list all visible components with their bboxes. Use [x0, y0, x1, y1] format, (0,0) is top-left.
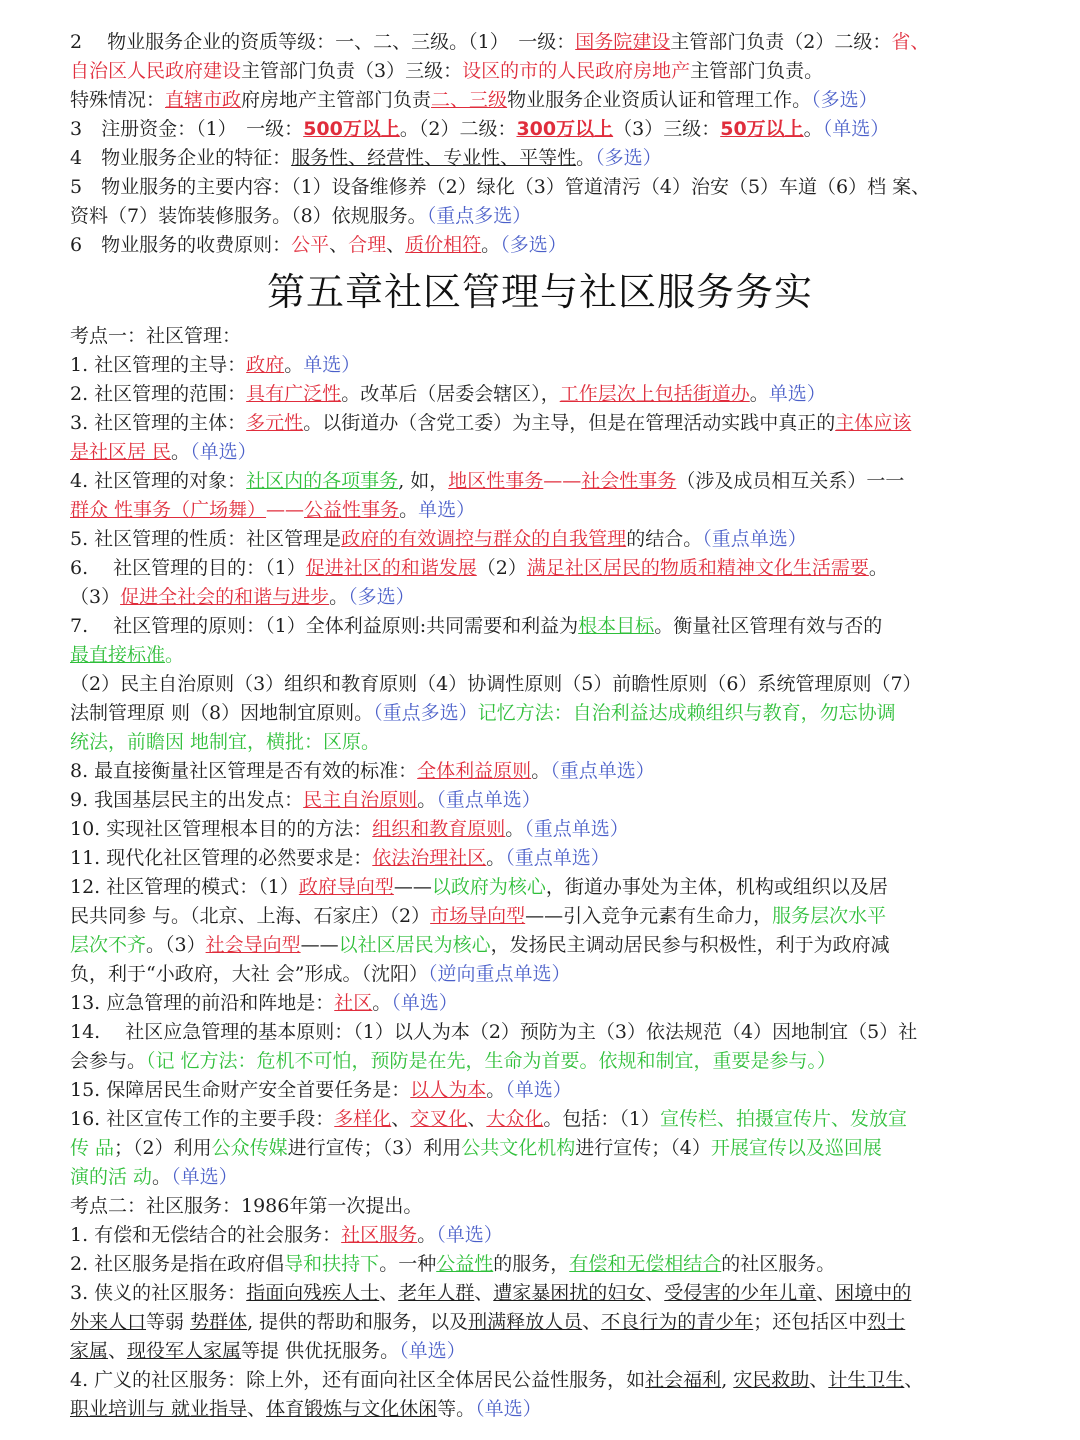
text-segment: 统法，前瞻因 地制宜，横批：区原。 [70, 731, 381, 753]
text-segment: 服务性、经营性、专业性、平等性 [291, 147, 577, 169]
text-segment: 。 [417, 1224, 437, 1246]
text-line [70, 989, 1010, 1018]
text-segment: 。衡量社区管理有效与否的 [654, 615, 883, 637]
text-segment: 6. 社区管理的目的：（1） [70, 557, 306, 579]
text-segment: 3. 社区管理的主体： [70, 412, 247, 434]
text-segment: 。 [868, 557, 888, 579]
text-segment: ；（2）利用 [114, 1137, 212, 1159]
text-line [70, 583, 1010, 612]
text-segment: 1. 社区管理的主导： [70, 354, 247, 376]
text-segment: （多选） [811, 89, 878, 111]
text-segment: 3 注册资金：（1） 一级： [70, 118, 304, 140]
text-segment: 最直接标准 [70, 644, 166, 666]
text-segment: （单选） [475, 1398, 542, 1420]
text-segment: 。 [486, 847, 506, 869]
text-segment: 2. 社区管理的范围： [70, 383, 247, 405]
text-segment: 。 [481, 234, 501, 256]
text-segment: 5. 社区管理的性质：社区管理是 [70, 528, 342, 550]
text-segment: （单选） [171, 1166, 238, 1188]
text-segment: 。 [399, 499, 419, 521]
text-line [70, 844, 1010, 873]
text-segment: 体育锻炼与文化休闲 [266, 1398, 438, 1420]
text-line [70, 1308, 1010, 1337]
text-line [70, 1163, 1010, 1192]
text-segment: （单选） [190, 441, 257, 463]
text-line [70, 380, 1010, 409]
text-segment: （涉及成员相互关系）一一 [676, 470, 905, 492]
text-segment: 等提 供优抚服务。 [241, 1340, 400, 1362]
text-line [70, 57, 1010, 86]
text-segment: （重点多选） [426, 205, 532, 227]
text-segment: 1. 有偿和无偿结合的社会服务： [70, 1224, 342, 1246]
text-segment: 的结合。 [626, 528, 703, 550]
text-segment: 主体应该 [835, 412, 912, 434]
text-segment: （重点单选） [436, 789, 541, 811]
text-segment: 300万以上 [516, 118, 614, 140]
text-segment: 法制管理原 则（8）因地制宜原则。 [70, 702, 374, 724]
text-segment: 具有广泛性 [246, 383, 342, 405]
text-segment: （重点单选） [702, 528, 807, 550]
text-segment: 质价相符 [405, 234, 482, 256]
text-segment: 政府 [246, 354, 285, 376]
text-segment: , 如， [398, 470, 449, 492]
text-segment: 主管部门负责（3）三级： [241, 60, 463, 82]
text-segment: 服务层次水平 [772, 905, 887, 927]
text-line [70, 202, 1010, 231]
text-segment: 群众 性事务（广场舞） [70, 499, 267, 521]
text-segment: 。 [372, 992, 392, 1014]
text-segment: （单选） [822, 118, 890, 140]
text-line [70, 1279, 1010, 1308]
text-segment: 市场导向型 [430, 905, 526, 927]
text-segment: （多选） [500, 234, 567, 256]
text-segment: 14. 社区应急管理的基本原则：（1）以人为本（2）预防为主（3）依法规范（4）因地制宜（5）社 [70, 1021, 918, 1043]
text-line [70, 931, 1010, 960]
text-segment: 促进全社会的和谐与进步 [120, 586, 330, 608]
text-segment: 等弱 [146, 1311, 191, 1333]
text-segment: 。（2）二级： [399, 118, 517, 140]
text-segment: 、 [816, 1282, 836, 1304]
text-segment: ，发扬民主调动居民参与积极性，利于为政府减 [490, 934, 890, 956]
text-segment: 根本目标 [578, 615, 655, 637]
text-segment: 政府导向型 [298, 876, 394, 898]
text-segment: 2 物业服务企业的资质等级：一、二、三级。（1） 一级： [70, 31, 576, 53]
text-line [70, 728, 1010, 757]
text-segment: 社区内的各项事务 [246, 470, 399, 492]
text-line [70, 351, 1010, 380]
text-segment: 。 [576, 147, 596, 169]
text-segment: 全体利益原则 [417, 760, 532, 782]
text-segment: 4. 社区管理的对象： [70, 470, 247, 492]
text-segment: （多选） [348, 586, 415, 608]
text-line [70, 902, 1010, 931]
text-segment: 演的活 动 [70, 1166, 153, 1188]
text-line [70, 1018, 1010, 1047]
text-line [70, 815, 1010, 844]
text-segment: 16. 社区宣传工作的主要手段： [70, 1108, 335, 1130]
text-line [70, 1395, 1010, 1424]
text-segment: 500万以上 [303, 118, 400, 140]
text-segment: ，街道办事处为主体，机构或组织以及居 [545, 876, 888, 898]
text-segment: , [721, 1369, 734, 1391]
text-segment: —— [266, 499, 305, 521]
text-segment: 。 [171, 441, 191, 463]
text-segment: （单选） [391, 992, 458, 1014]
text-segment: 进行宣传；（4） [575, 1137, 711, 1159]
text-segment: 。 [165, 644, 185, 666]
text-segment: 。 [505, 818, 525, 840]
text-segment: 、 [247, 1398, 267, 1420]
text-segment: 、 [904, 1369, 924, 1391]
text-segment: 。 [486, 1079, 506, 1101]
text-line [70, 173, 1010, 202]
text-segment: 职业培训与 就业指导 [70, 1398, 248, 1420]
text-segment: 、 [809, 1369, 829, 1391]
text-segment: 多样化 [334, 1108, 392, 1130]
text-segment: 困境中的 [835, 1282, 912, 1304]
text-segment: 的服务， [493, 1253, 570, 1275]
text-segment: 家属 [70, 1340, 109, 1362]
text-segment: 12. 社区管理的模式：（1） [70, 876, 299, 898]
text-line [70, 670, 1010, 699]
text-segment: 国务院建设 [575, 31, 671, 53]
text-segment: 交叉化 [410, 1108, 468, 1130]
text-segment: 、 [391, 1108, 411, 1130]
text-segment: 。 [749, 383, 769, 405]
text-line [70, 322, 1010, 351]
text-segment: 3. 侠义的社区服务： [70, 1282, 247, 1304]
text-segment: 公共文化机构 [461, 1137, 576, 1159]
text-segment: 计生卫生 [828, 1369, 905, 1391]
text-segment: 合理 [348, 234, 387, 256]
text-line [70, 960, 1010, 989]
text-segment: 老年人群 [398, 1282, 475, 1304]
text-segment: 、 [582, 1311, 602, 1333]
text-segment: （3） [70, 586, 121, 608]
text-segment: 、 [108, 1340, 128, 1362]
text-segment: 。 [531, 760, 551, 782]
text-segment: 省、 [891, 31, 930, 53]
text-segment: （单选） [399, 1340, 466, 1362]
text-segment: 遭家暴困扰的妇女 [493, 1282, 646, 1304]
text-segment: （多选） [595, 147, 662, 169]
text-segment: 特殊情况： [70, 89, 166, 111]
text-segment: 50万以上 [720, 118, 804, 140]
text-line [70, 496, 1010, 525]
text-segment: ；还包括区中 [753, 1311, 868, 1333]
text-segment: 6 物业服务的收费原则： [70, 234, 292, 256]
text-line [70, 786, 1010, 815]
text-line [70, 612, 1010, 641]
text-segment: 、 [379, 1282, 399, 1304]
chapter-title: 第五章社区管理与社区服务务实 [266, 270, 813, 314]
text-segment: 现役军人家属 [127, 1340, 242, 1362]
text-segment: 2. 社区服务是指在政府倡 [70, 1253, 285, 1275]
text-segment: 宣传栏、拍摄宣传片、发放宣 [659, 1108, 907, 1130]
text-segment: 社区 [334, 992, 373, 1014]
text-segment: 政府的有效调控与群众的自我管理 [341, 528, 627, 550]
text-segment: 。一种 [379, 1253, 437, 1275]
text-segment: 15. 保障居民生命财产安全首要任务是： [70, 1079, 411, 1101]
text-segment: 7. 社区管理的原则：（1）全体利益原则:共同需要和利益为 [70, 615, 579, 637]
text-segment: 外来人口 [70, 1311, 147, 1333]
text-segment: 自治区人民政府建设 [70, 60, 242, 82]
text-segment: 直辖市政 [165, 89, 242, 111]
text-segment: 公平 [291, 234, 330, 256]
text-segment: 等。 [437, 1398, 476, 1420]
text-segment: 、 [386, 234, 406, 256]
text-line [70, 1047, 1010, 1076]
text-segment: 9. 我国基层民主的出发点： [70, 789, 304, 811]
text-segment: 不良行为的青少年 [601, 1311, 754, 1333]
text-segment: 11. 现代化社区管理的必然要求是： [70, 847, 373, 869]
text-segment: 多元性 [246, 412, 304, 434]
text-segment: 4. 广义的社区服务：除上外，还有面向社区全体居民公益性服务，如 [70, 1369, 646, 1391]
text-segment: （2） [476, 557, 527, 579]
text-line [70, 1134, 1010, 1163]
text-line [70, 1105, 1010, 1134]
text-segment: 刑满释放人员 [468, 1311, 583, 1333]
text-segment: 社会福利 [645, 1369, 722, 1391]
text-line [70, 699, 1010, 728]
text-segment: 进行宣传；（3）利用 [287, 1137, 462, 1159]
text-segment: 依法治理社区 [372, 847, 487, 869]
text-segment: （3）三级： [613, 118, 721, 140]
text-segment: 社会导向型 [205, 934, 301, 956]
text-line [70, 231, 1010, 260]
text-segment: 公益性事务 [304, 499, 400, 521]
text-segment: 以社区居民为核心 [338, 934, 491, 956]
text-segment: 。包括：（1） [543, 1108, 660, 1130]
text-segment: 考点一：社区管理： [70, 325, 242, 347]
text-segment: 。（3） [146, 934, 206, 956]
text-segment: 8. 最直接衡量社区管理是否有效的标准： [70, 760, 418, 782]
text-segment: 民主自治原则 [303, 789, 418, 811]
text-segment: 民共同参 与。（北京、上海、石家庄）（2） [70, 905, 431, 927]
text-segment: 单选） [303, 354, 361, 376]
text-segment: 10. 实现社区管理根本目的的方法： [70, 818, 373, 840]
text-segment: 有偿和无偿相结合 [569, 1253, 722, 1275]
text-segment: （重点单选） [505, 847, 610, 869]
text-line [70, 1366, 1010, 1395]
text-line [70, 525, 1010, 554]
text-segment: —— [543, 470, 582, 492]
text-segment: 5 物业服务的主要内容：（1）设备维修养（2）绿化（3）管道清污（4）治安（5）车道（6）档 案、 [70, 176, 931, 198]
text-line [70, 1337, 1010, 1366]
text-segment: 府房地产主管部门负责 [241, 89, 432, 111]
text-segment: 势群体 [190, 1311, 248, 1333]
text-segment: 工作层次上包括街道办 [559, 383, 750, 405]
text-segment: 社区服务 [341, 1224, 418, 1246]
text-segment: 、 [474, 1282, 494, 1304]
text-segment: 记忆方法：自治利益达成赖组织与教育，勿忘协调 [477, 702, 896, 724]
text-segment: ——引入竞争元素有生命力， [525, 905, 773, 927]
text-segment: , 提供的帮助和服务，以及 [247, 1311, 469, 1333]
text-segment: 主管部门负责。 [690, 60, 824, 82]
text-segment: 公益性 [436, 1253, 494, 1275]
text-segment: 的社区服务。 [721, 1253, 836, 1275]
text-segment: —— [393, 876, 432, 898]
text-segment: 满足社区居民的物质和精神文化生活需要 [526, 557, 869, 579]
text-segment: 公众传媒 [211, 1137, 288, 1159]
text-line [70, 467, 1010, 496]
text-segment: 会参与。 [70, 1050, 147, 1072]
text-segment: （单选） [505, 1079, 572, 1101]
text-segment: （重点单选） [550, 760, 655, 782]
text-segment: 。改革后（居委会辖区）， [341, 383, 560, 405]
text-line [70, 28, 1010, 57]
text-segment: 物业服务企业资质认证和管理工作。 [507, 89, 812, 111]
text-segment: 导和扶持下 [284, 1253, 380, 1275]
text-line [70, 144, 1010, 173]
text-line [70, 554, 1010, 583]
text-segment: —— [300, 934, 339, 956]
text-segment: 单选） [768, 383, 826, 405]
text-segment: 以人为本 [410, 1079, 487, 1101]
text-segment: 社会性事务 [581, 470, 677, 492]
text-segment: 、 [467, 1108, 487, 1130]
text-line [70, 1076, 1010, 1105]
text-segment: 。以街道办（含党工委）为主导，但是在管理活动实践中真正的 [303, 412, 836, 434]
text-segment: 灾民救助 [733, 1369, 810, 1391]
text-line [70, 409, 1010, 438]
text-segment: 4 物业服务企业的特征： [70, 147, 292, 169]
text-segment: 主管部门负责（2）二级： [670, 31, 892, 53]
text-segment: 。 [803, 118, 823, 140]
text-segment: 。 [284, 354, 304, 376]
text-segment: 、 [645, 1282, 665, 1304]
text-segment: 促进社区的和谐发展 [305, 557, 477, 579]
text-segment: 层次不齐 [70, 934, 147, 956]
text-line [70, 1250, 1010, 1279]
text-segment: 受侵害的少年儿童 [664, 1282, 817, 1304]
text-segment: 开展宣传以及巡回展 [710, 1137, 882, 1159]
text-segment: （逆向重点单选） [427, 963, 571, 985]
text-segment: 。 [329, 586, 349, 608]
text-segment: 设区的市的人民政府房地产 [462, 60, 691, 82]
text-segment: 。 [152, 1166, 172, 1188]
text-segment: 二、三级 [431, 89, 508, 111]
text-segment: 大众化 [486, 1108, 544, 1130]
text-line [70, 86, 1010, 115]
text-line [70, 873, 1010, 902]
text-segment: （重点多选） [373, 702, 478, 724]
text-segment: 资料（7）装饰装修服务。（8）依规服务。 [70, 205, 427, 227]
text-segment: 是社区居 民 [70, 441, 172, 463]
text-segment: 。 [417, 789, 437, 811]
text-segment: （重点单选） [524, 818, 629, 840]
text-segment: 、 [329, 234, 349, 256]
text-line [70, 115, 1010, 144]
text-segment: 13. 应急管理的前沿和阵地是： [70, 992, 335, 1014]
text-segment: 以政府为核心 [431, 876, 546, 898]
text-segment: 考点二：社区服务：1986年第一次提出。 [70, 1195, 423, 1217]
text-segment: （记 忆方法：危机不可怕，预防是在先，生命为首要。依规和制宜，重要是参与。） [146, 1050, 837, 1072]
text-line [70, 641, 1010, 670]
text-segment: 烈士 [867, 1311, 906, 1333]
text-segment: 组织和教育原则 [372, 818, 506, 840]
text-segment: （2）民主自治原则（3）组织和教育原则（4）协调性原则（5）前瞻性原则（6）系统管理原则（7） [70, 673, 922, 695]
text-line [70, 1192, 1010, 1221]
text-segment: 指面向残疾人士 [246, 1282, 380, 1304]
text-line [70, 757, 1010, 786]
text-segment: （单选） [436, 1224, 503, 1246]
text-segment: 单选） [418, 499, 476, 521]
text-line [70, 438, 1010, 467]
text-segment: 传 品 [70, 1137, 115, 1159]
text-segment: 地区性事务 [448, 470, 544, 492]
text-line [70, 1221, 1010, 1250]
text-segment: 负，利于“小政府，大社 会”形成。（沈阳） [70, 963, 428, 985]
